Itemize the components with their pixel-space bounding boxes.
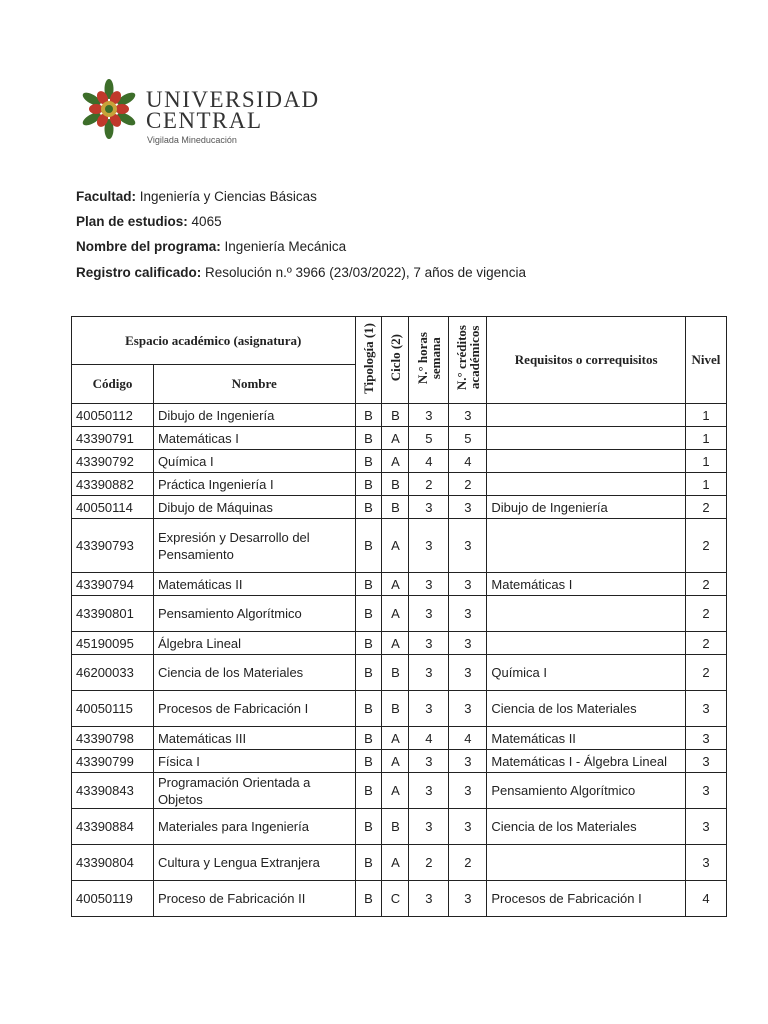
plan-line (76, 214, 222, 229)
course-code: 43390792 (72, 450, 154, 473)
course-hours: 3 (409, 404, 449, 427)
course-hours: 3 (409, 881, 449, 917)
course-cycle: A (382, 727, 409, 750)
course-credits: 3 (449, 750, 487, 773)
course-name: Procesos de Fabricación I (153, 691, 355, 727)
course-name: Programación Orientada a Objetos (153, 773, 355, 809)
course-level: 2 (685, 519, 726, 573)
course-requirements (487, 473, 686, 496)
course-cycle: A (382, 519, 409, 573)
course-code: 43390793 (72, 519, 154, 573)
course-requirements (487, 450, 686, 473)
course-type: B (355, 881, 382, 917)
header-code: Código (72, 365, 154, 404)
course-hours: 2 (409, 845, 449, 881)
header-credits-line1: N.° créditos (453, 325, 469, 391)
course-type: B (355, 496, 382, 519)
course-credits: 4 (449, 450, 487, 473)
registry-value: Resolución n.º 3966 (23/03/2022), 7 años de vigencia (205, 265, 526, 280)
course-code: 43390804 (72, 845, 154, 881)
table-header (72, 317, 727, 404)
header-hours-line2: semana (427, 337, 443, 379)
course-cycle: B (382, 809, 409, 845)
course-credits: 3 (449, 596, 487, 632)
header-type: Tipología (1) (355, 317, 382, 404)
table-row (72, 809, 727, 845)
course-type: B (355, 727, 382, 750)
course-name: Dibujo de Máquinas (153, 496, 355, 519)
course-name: Materiales para Ingeniería (153, 809, 355, 845)
course-hours: 3 (409, 773, 449, 809)
courses-table (71, 316, 727, 917)
course-credits: 5 (449, 427, 487, 450)
course-level: 1 (685, 473, 726, 496)
header-credits-line2: académicos (466, 326, 482, 390)
course-cycle: B (382, 655, 409, 691)
table-row (72, 655, 727, 691)
course-name: Dibujo de Ingeniería (153, 404, 355, 427)
header-academic-space: Espacio académico (asignatura) (72, 317, 356, 365)
course-hours: 3 (409, 750, 449, 773)
course-credits: 3 (449, 881, 487, 917)
course-credits: 3 (449, 691, 487, 727)
course-hours: 3 (409, 573, 449, 596)
course-name: Proceso de Fabricación II (153, 881, 355, 917)
table-row (72, 473, 727, 496)
course-cycle: A (382, 573, 409, 596)
table-row (72, 427, 727, 450)
course-level: 2 (685, 496, 726, 519)
course-code: 43390794 (72, 573, 154, 596)
course-name: Matemáticas I (153, 427, 355, 450)
course-code: 46200033 (72, 655, 154, 691)
course-requirements: Ciencia de los Materiales (487, 809, 686, 845)
table-row (72, 881, 727, 917)
course-level: 4 (685, 881, 726, 917)
course-requirements: Pensamiento Algorítmico (487, 773, 686, 809)
course-type: B (355, 809, 382, 845)
course-requirements: Matemáticas I (487, 573, 686, 596)
university-logo (78, 78, 338, 148)
course-type: B (355, 632, 382, 655)
course-credits: 4 (449, 727, 487, 750)
table-row (72, 632, 727, 655)
course-requirements: Procesos de Fabricación I (487, 881, 686, 917)
course-cycle: C (382, 881, 409, 917)
course-code: 43390798 (72, 727, 154, 750)
course-requirements (487, 519, 686, 573)
program-line (76, 239, 346, 254)
logo-wordmark-line1: UNIVERSIDAD (146, 87, 320, 112)
course-hours: 4 (409, 450, 449, 473)
course-type: B (355, 655, 382, 691)
header-cycle: Ciclo (2) (382, 317, 409, 404)
course-level: 3 (685, 773, 726, 809)
course-hours: 3 (409, 691, 449, 727)
course-requirements: Química I (487, 655, 686, 691)
course-code: 43390882 (72, 473, 154, 496)
course-type: B (355, 573, 382, 596)
course-requirements (487, 596, 686, 632)
course-code: 43390801 (72, 596, 154, 632)
course-requirements: Ciencia de los Materiales (487, 691, 686, 727)
course-cycle: A (382, 427, 409, 450)
header-requirements: Requisitos o correquisitos (487, 317, 686, 404)
course-credits: 3 (449, 404, 487, 427)
course-requirements: Matemáticas II (487, 727, 686, 750)
course-hours: 3 (409, 519, 449, 573)
course-name: Cultura y Lengua Extranjera (153, 845, 355, 881)
course-hours: 5 (409, 427, 449, 450)
plan-value: 4065 (191, 214, 222, 229)
course-hours: 2 (409, 473, 449, 496)
course-type: B (355, 427, 382, 450)
course-credits: 3 (449, 573, 487, 596)
course-cycle: A (382, 750, 409, 773)
table-row (72, 773, 727, 809)
course-credits: 3 (449, 809, 487, 845)
course-cycle: B (382, 473, 409, 496)
registry-line (76, 265, 526, 280)
course-code: 43390884 (72, 809, 154, 845)
course-name: Física I (153, 750, 355, 773)
table-row (72, 519, 727, 573)
course-cycle: B (382, 404, 409, 427)
flower-emblem-icon (78, 78, 140, 140)
course-cycle: B (382, 691, 409, 727)
logo-wordmark-line2: CENTRAL (146, 108, 263, 133)
course-code: 40050114 (72, 496, 154, 519)
header-hours (409, 317, 449, 404)
course-requirements (487, 427, 686, 450)
course-level: 3 (685, 727, 726, 750)
course-hours: 3 (409, 496, 449, 519)
course-level: 3 (685, 750, 726, 773)
course-level: 3 (685, 691, 726, 727)
header-hours-line1: N.° horas (414, 331, 430, 385)
table-body (72, 404, 727, 917)
course-type: B (355, 519, 382, 573)
course-level: 3 (685, 845, 726, 881)
course-name: Matemáticas III (153, 727, 355, 750)
table-row (72, 750, 727, 773)
header-credits (449, 317, 487, 404)
course-credits: 3 (449, 519, 487, 573)
course-name: Expresión y Desarrollo del Pensamiento (153, 519, 355, 573)
program-label: Nombre del programa: (76, 239, 221, 254)
course-code: 40050112 (72, 404, 154, 427)
course-type: B (355, 773, 382, 809)
course-name: Química I (153, 450, 355, 473)
course-hours: 3 (409, 632, 449, 655)
course-credits: 3 (449, 496, 487, 519)
course-cycle: A (382, 450, 409, 473)
course-cycle: A (382, 596, 409, 632)
course-code: 40050119 (72, 881, 154, 917)
course-code: 43390799 (72, 750, 154, 773)
course-credits: 2 (449, 845, 487, 881)
course-code: 40050115 (72, 691, 154, 727)
header-level: Nivel (685, 317, 726, 404)
course-requirements: Matemáticas I - Álgebra Lineal (487, 750, 686, 773)
course-level: 2 (685, 632, 726, 655)
course-level: 2 (685, 596, 726, 632)
course-credits: 3 (449, 655, 487, 691)
course-name: Álgebra Lineal (153, 632, 355, 655)
table-row (72, 727, 727, 750)
course-type: B (355, 750, 382, 773)
course-requirements: Dibujo de Ingeniería (487, 496, 686, 519)
table-row (72, 450, 727, 473)
header-name: Nombre (153, 365, 355, 404)
course-level: 1 (685, 404, 726, 427)
course-level: 1 (685, 427, 726, 450)
course-code: 45190095 (72, 632, 154, 655)
logo-subtitle: Vigilada Mineducación (147, 135, 237, 145)
course-type: B (355, 691, 382, 727)
course-name: Matemáticas II (153, 573, 355, 596)
course-hours: 4 (409, 727, 449, 750)
course-requirements (487, 845, 686, 881)
course-cycle: B (382, 496, 409, 519)
table-row (72, 404, 727, 427)
course-requirements (487, 404, 686, 427)
faculty-line (76, 189, 317, 204)
course-type: B (355, 845, 382, 881)
course-hours: 3 (409, 809, 449, 845)
table-row (72, 691, 727, 727)
table-row (72, 845, 727, 881)
course-credits: 3 (449, 632, 487, 655)
program-value: Ingeniería Mecánica (224, 239, 347, 254)
course-name: Práctica Ingeniería I (153, 473, 355, 496)
table-row (72, 596, 727, 632)
course-type: B (355, 450, 382, 473)
registry-label: Registro calificado: (76, 265, 202, 280)
course-type: B (355, 404, 382, 427)
course-code: 43390843 (72, 773, 154, 809)
course-credits: 2 (449, 473, 487, 496)
course-type: B (355, 473, 382, 496)
course-cycle: A (382, 845, 409, 881)
course-level: 2 (685, 573, 726, 596)
course-level: 2 (685, 655, 726, 691)
faculty-label: Facultad: (76, 189, 137, 204)
course-hours: 3 (409, 596, 449, 632)
table-row (72, 496, 727, 519)
course-cycle: A (382, 773, 409, 809)
course-hours: 3 (409, 655, 449, 691)
course-level: 1 (685, 450, 726, 473)
course-type: B (355, 596, 382, 632)
course-cycle: A (382, 632, 409, 655)
course-name: Pensamiento Algorítmico (153, 596, 355, 632)
course-requirements (487, 632, 686, 655)
course-level: 3 (685, 809, 726, 845)
course-credits: 3 (449, 773, 487, 809)
table-row (72, 573, 727, 596)
plan-label: Plan de estudios: (76, 214, 188, 229)
faculty-value: Ingeniería y Ciencias Básicas (139, 189, 317, 204)
course-code: 43390791 (72, 427, 154, 450)
course-name: Ciencia de los Materiales (153, 655, 355, 691)
